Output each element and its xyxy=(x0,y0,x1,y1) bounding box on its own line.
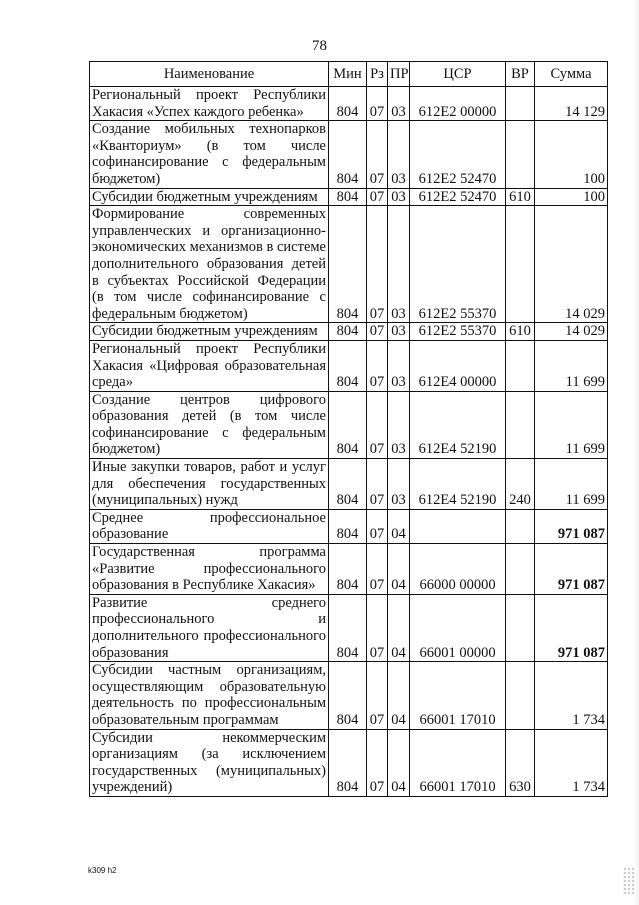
row-rz: 07 xyxy=(367,188,388,206)
header-name: Наименование xyxy=(90,62,329,87)
header-vr: ВР xyxy=(506,62,535,87)
row-min: 804 xyxy=(329,206,367,323)
row-min: 804 xyxy=(329,121,367,188)
table-row xyxy=(90,121,608,188)
header-min: Мин xyxy=(329,62,367,87)
row-csr: 612E4 52190 xyxy=(410,391,506,458)
header-pr: ПР xyxy=(388,62,410,87)
row-rz: 07 xyxy=(367,594,388,661)
row-pr: 04 xyxy=(388,594,410,661)
row-rz: 07 xyxy=(367,544,388,595)
row-min: 804 xyxy=(329,391,367,458)
document-code: k309 h2 xyxy=(88,866,117,875)
header-sum: Сумма xyxy=(535,62,608,87)
row-sum: 100 xyxy=(535,188,608,206)
row-sum: 100 xyxy=(535,121,608,188)
row-sum: 1 734 xyxy=(535,662,608,729)
row-sum: 14 029 xyxy=(535,206,608,323)
row-name: Создание мобильных технопарков «Кванториум» (в том числе софинансирование с федеральным бюджетом) xyxy=(90,121,329,188)
row-pr: 03 xyxy=(388,391,410,458)
row-name: Формирование современных управленческих и организационно-экономических механизмов в системе дополнительного образования детей в субъектах Российской Федерации (в том числе софинансирование с федеральным бюджетом) xyxy=(90,206,329,323)
table-row xyxy=(90,323,608,341)
row-csr xyxy=(410,509,506,543)
row-name: Региональный проект Республики Хакасия «Цифровая образовательная среда» xyxy=(90,340,329,391)
row-rz: 07 xyxy=(367,121,388,188)
table-row xyxy=(90,87,608,121)
row-vr: 630 xyxy=(506,729,535,796)
header-csr: ЦСР xyxy=(410,62,506,87)
row-min: 804 xyxy=(329,323,367,341)
header-rz: Рз xyxy=(367,62,388,87)
row-rz: 07 xyxy=(367,459,388,510)
row-sum: 11 699 xyxy=(535,459,608,510)
row-csr: 612E2 55370 xyxy=(410,323,506,341)
row-csr: 612E4 52190 xyxy=(410,459,506,510)
row-sum: 11 699 xyxy=(535,340,608,391)
row-csr: 612E2 52470 xyxy=(410,121,506,188)
row-name: Среднее профессиональное образование xyxy=(90,509,329,543)
row-name: Создание центров цифрового образования детей (в том числе софинансирование с федеральным бюджетом) xyxy=(90,391,329,458)
table-row xyxy=(90,729,608,796)
row-name: Развитие среднего профессионального и дополнительного профессионального образования xyxy=(90,594,329,661)
row-vr xyxy=(506,391,535,458)
row-min: 804 xyxy=(329,340,367,391)
row-name: Субсидии бюджетным учреждениям xyxy=(90,188,329,206)
budget-table xyxy=(89,61,608,797)
table-row xyxy=(90,188,608,206)
row-rz: 07 xyxy=(367,87,388,121)
row-min: 804 xyxy=(329,594,367,661)
row-name: Субсидии частным организациям, осуществляющим образовательную деятельность по профессиональным образовательным программам xyxy=(90,662,329,729)
row-pr: 04 xyxy=(388,662,410,729)
row-rz: 07 xyxy=(367,391,388,458)
row-name: Региональный проект Республики Хакасия «Успех каждого ребенка» xyxy=(90,87,329,121)
row-vr xyxy=(506,662,535,729)
row-csr: 612E4 00000 xyxy=(410,340,506,391)
row-vr xyxy=(506,509,535,543)
table-row xyxy=(90,340,608,391)
scan-edge xyxy=(633,0,639,905)
row-name: Государственная программа «Развитие профессионального образования в Республике Хакасия» xyxy=(90,544,329,595)
row-vr xyxy=(506,121,535,188)
row-min: 804 xyxy=(329,87,367,121)
row-pr: 04 xyxy=(388,729,410,796)
row-csr: 66001 00000 xyxy=(410,594,506,661)
row-min: 804 xyxy=(329,459,367,510)
table-row xyxy=(90,459,608,510)
row-min: 804 xyxy=(329,509,367,543)
row-csr: 612E2 00000 xyxy=(410,87,506,121)
row-pr: 03 xyxy=(388,340,410,391)
row-pr: 03 xyxy=(388,121,410,188)
row-min: 804 xyxy=(329,729,367,796)
row-name: Субсидии бюджетным учреждениям xyxy=(90,323,329,341)
row-pr: 04 xyxy=(388,509,410,543)
row-csr: 612E2 52470 xyxy=(410,188,506,206)
row-csr: 66001 17010 xyxy=(410,729,506,796)
row-pr: 03 xyxy=(388,459,410,510)
row-pr: 03 xyxy=(388,188,410,206)
scan-noise xyxy=(623,867,635,895)
table-row xyxy=(90,391,608,458)
row-csr: 66000 00000 xyxy=(410,544,506,595)
row-sum: 14 129 xyxy=(535,87,608,121)
row-rz: 07 xyxy=(367,323,388,341)
row-min: 804 xyxy=(329,544,367,595)
row-sum: 14 029 xyxy=(535,323,608,341)
table-row xyxy=(90,206,608,323)
row-csr: 66001 17010 xyxy=(410,662,506,729)
row-vr: 240 xyxy=(506,459,535,510)
header-row xyxy=(90,62,608,87)
row-vr: 610 xyxy=(506,188,535,206)
row-sum: 971 087 xyxy=(535,594,608,661)
row-vr: 610 xyxy=(506,323,535,341)
row-vr xyxy=(506,87,535,121)
row-vr xyxy=(506,340,535,391)
row-rz: 07 xyxy=(367,662,388,729)
row-name: Субсидии некоммерческим организациям (за исключением государственных (муниципальных) учреждений) xyxy=(90,729,329,796)
page-number: 78 xyxy=(312,38,327,54)
row-rz: 07 xyxy=(367,206,388,323)
row-csr: 612E2 55370 xyxy=(410,206,506,323)
row-min: 804 xyxy=(329,662,367,729)
row-min: 804 xyxy=(329,188,367,206)
table-row xyxy=(90,662,608,729)
table-row xyxy=(90,544,608,595)
row-sum: 11 699 xyxy=(535,391,608,458)
row-name: Иные закупки товаров, работ и услуг для обеспечения государственных (муниципальных) нужд xyxy=(90,459,329,510)
row-vr xyxy=(506,544,535,595)
table-row xyxy=(90,509,608,543)
row-pr: 03 xyxy=(388,323,410,341)
row-vr xyxy=(506,594,535,661)
row-pr: 03 xyxy=(388,87,410,121)
row-rz: 07 xyxy=(367,509,388,543)
row-rz: 07 xyxy=(367,729,388,796)
row-sum: 1 734 xyxy=(535,729,608,796)
row-pr: 03 xyxy=(388,206,410,323)
row-pr: 04 xyxy=(388,544,410,595)
table-row xyxy=(90,594,608,661)
row-sum: 971 087 xyxy=(535,544,608,595)
row-vr xyxy=(506,206,535,323)
row-sum: 971 087 xyxy=(535,509,608,543)
row-rz: 07 xyxy=(367,340,388,391)
